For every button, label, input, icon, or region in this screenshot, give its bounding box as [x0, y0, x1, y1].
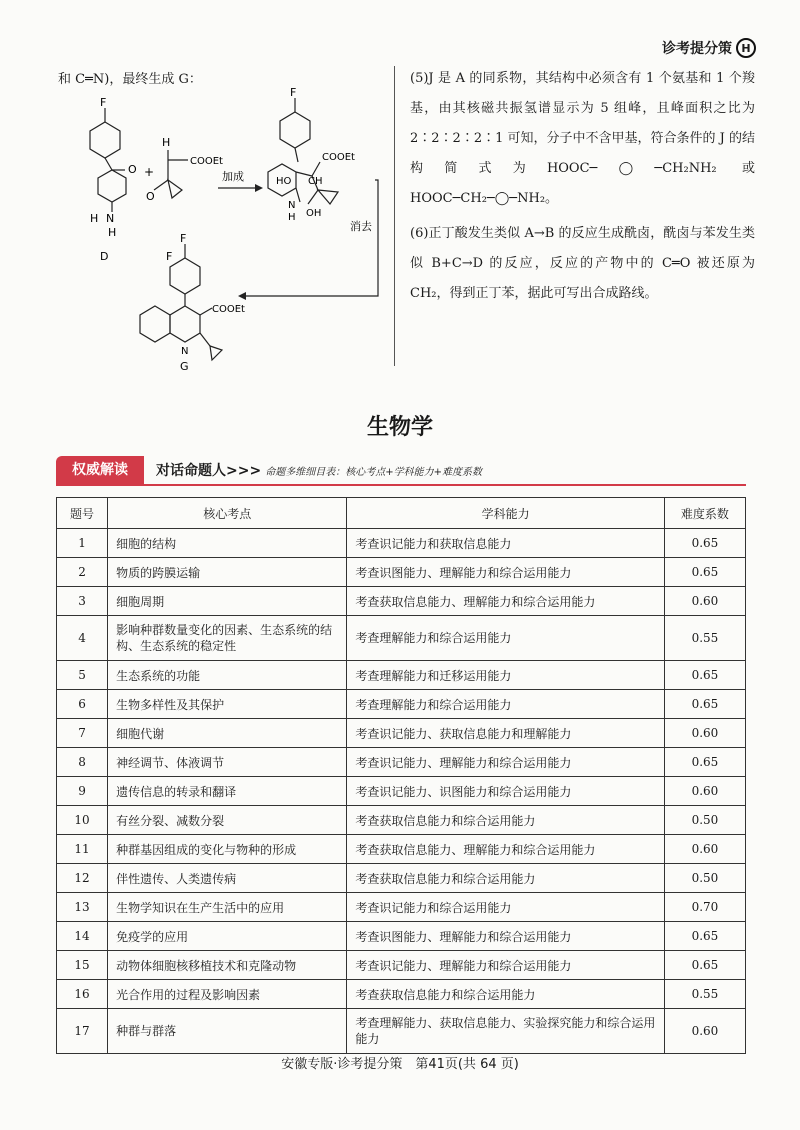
- label-F-intermediate: F: [290, 86, 297, 99]
- arrow-head-icon: [255, 184, 263, 192]
- cell-ability: 考查获取信息能力和综合运用能力: [347, 980, 664, 1009]
- label-H-bottom: H: [108, 226, 117, 239]
- G-benzo-ring: [140, 306, 170, 342]
- label-arrow-add: 加成: [222, 170, 244, 183]
- cell-coef: 0.60: [664, 1009, 745, 1054]
- cell-point: 种群与群落: [108, 1009, 347, 1054]
- cell-point: 神经调节、体液调节: [108, 748, 347, 777]
- table-row: [57, 616, 746, 661]
- table-row: [57, 951, 746, 980]
- table-row: [57, 529, 746, 558]
- table-row: [57, 980, 746, 1009]
- cell-coef: 0.50: [664, 864, 745, 893]
- intermediate-fluorophenyl: [280, 112, 310, 148]
- cell-no: 2: [57, 558, 108, 587]
- banner-tag: 权威解读: [56, 456, 144, 484]
- banner-sub: 命题多维细目表：核心考点+学科能力+难度系数: [265, 466, 482, 478]
- cell-ability: 考查获取信息能力和综合运用能力: [347, 806, 664, 835]
- cell-no: 11: [57, 835, 108, 864]
- cell-coef: 0.60: [664, 835, 745, 864]
- label-carbonyl-O: O: [128, 163, 137, 176]
- cell-coef: 0.65: [664, 529, 745, 558]
- cell-point: 动物体细胞核移植技术和克隆动物: [108, 951, 347, 980]
- table-row: [57, 719, 746, 748]
- cell-no: 4: [57, 616, 108, 661]
- table-row: [57, 777, 746, 806]
- cell-ability: 考查获取信息能力、理解能力和综合运用能力: [347, 587, 664, 616]
- cell-point: 物质的跨膜运输: [108, 558, 347, 587]
- cell-coef: 0.65: [664, 922, 745, 951]
- cell-point: 影响种群数量变化的因素、生态系统的结构、生态系统的稳定性: [108, 616, 347, 661]
- cell-coef: 0.65: [664, 558, 745, 587]
- cell-no: 6: [57, 690, 108, 719]
- table-row: [57, 864, 746, 893]
- cell-no: 8: [57, 748, 108, 777]
- col-header-coef: 难度系数: [664, 498, 745, 529]
- chem-fragment-text: 和 C═N)，最终生成 G：: [58, 72, 202, 87]
- cell-no: 7: [57, 719, 108, 748]
- label-F-compound: F: [166, 250, 173, 263]
- cell-point: 生物多样性及其保护: [108, 690, 347, 719]
- col-header-ability: 学科能力: [347, 498, 664, 529]
- cell-no: 9: [57, 777, 108, 806]
- col-header-point: 核心考点: [108, 498, 347, 529]
- cell-coef: 0.60: [664, 719, 745, 748]
- answer-part-5: (5)J 是 A 的同系物，其结构中必须含有 1 个氨基和 1 个羧基，由其核磁共振氢谱显示为 5 组峰，且峰面积之比为 2∶2∶2∶2∶1 可知，分子中不含甲基，符合条件的 J 的结构简式为HOOC─◯─CH₂NH₂ 或 HOOC─CH₂─◯─NH₂。: [410, 71, 755, 206]
- cell-coef: 0.65: [664, 748, 745, 777]
- cell-coef: 0.55: [664, 616, 745, 661]
- header-brand: [662, 38, 756, 58]
- label-N-intermediate: N: [288, 200, 296, 211]
- cell-ability: 考查理解能力、获取信息能力、实验探究能力和综合运用能力: [347, 1009, 664, 1054]
- cell-no: 14: [57, 922, 108, 951]
- cell-no: 16: [57, 980, 108, 1009]
- cell-point: 伴性遗传、人类遗传病: [108, 864, 347, 893]
- aniline-ring: [98, 170, 126, 202]
- table-row: [57, 893, 746, 922]
- table-row: [57, 587, 746, 616]
- cell-ability: 考查识记能力、获取信息能力和理解能力: [347, 719, 664, 748]
- cell-coef: 0.65: [664, 661, 745, 690]
- cell-coef: 0.60: [664, 587, 745, 616]
- cell-ability: 考查获取信息能力和综合运用能力: [347, 864, 664, 893]
- label-COOEt-G: COOEt: [212, 304, 245, 315]
- cell-ability: 考查识记能力和获取信息能力: [347, 529, 664, 558]
- table-header-row: [57, 498, 746, 529]
- brand-text: 诊考提分策: [662, 41, 732, 57]
- cell-point: 生态系统的功能: [108, 661, 347, 690]
- cell-coef: 0.70: [664, 893, 745, 922]
- cell-point: 种群基因组成的变化与物种的形成: [108, 835, 347, 864]
- reaction-scheme: [50, 80, 390, 370]
- cell-point: 免疫学的应用: [108, 922, 347, 951]
- cell-point: 细胞周期: [108, 587, 347, 616]
- cell-coef: 0.60: [664, 777, 745, 806]
- table-row: [57, 806, 746, 835]
- elimination-arrow-head-icon: [238, 292, 246, 300]
- cell-ability: 考查获取信息能力、理解能力和综合运用能力: [347, 835, 664, 864]
- cell-point: 生物学知识在生产生活中的应用: [108, 893, 347, 922]
- label-D: D: [100, 250, 109, 263]
- cell-ability: 考查识记能力和综合运用能力: [347, 893, 664, 922]
- label-G: G: [180, 360, 189, 370]
- cell-ability: 考查识记能力、识图能力和综合运用能力: [347, 777, 664, 806]
- cell-no: 15: [57, 951, 108, 980]
- page-footer: 安徽专版·诊考提分策 第41页(共 64 页): [281, 1057, 519, 1072]
- cell-ability: 考查理解能力和迁移运用能力: [347, 661, 664, 690]
- col-header-no: 题号: [57, 498, 108, 529]
- cell-point: 有丝分裂、减数分裂: [108, 806, 347, 835]
- table-row: [57, 922, 746, 951]
- answer-part-6: (6)正丁酸发生类似 A→B 的反应生成酰卤，酰卤与苯发生类似 B+C→D 的反应，反应的产物中的 C═O 被还原为 CH₂，得到正丁苯，据此可写出合成路线。: [410, 226, 755, 301]
- cell-point: 细胞的结构: [108, 529, 347, 558]
- cell-ability: 考查识记能力、理解能力和综合运用能力: [347, 951, 664, 980]
- label-N: N: [106, 212, 115, 225]
- cell-no: 13: [57, 893, 108, 922]
- column-divider: [394, 66, 395, 366]
- cell-ability: 考查识图能力、理解能力和综合运用能力: [347, 922, 664, 951]
- molecule-intermediate: [268, 98, 338, 204]
- label-COOEt: COOEt: [190, 156, 223, 167]
- cell-ability: 考查识记能力、理解能力和综合运用能力: [347, 748, 664, 777]
- cell-ability: 考查理解能力和综合运用能力: [347, 616, 664, 661]
- table-row: [57, 661, 746, 690]
- authority-banner: [56, 456, 746, 486]
- label-H-intermediate: H: [288, 212, 296, 223]
- cell-point: 细胞代谢: [108, 719, 347, 748]
- label-F-G: F: [180, 232, 187, 245]
- cell-no: 3: [57, 587, 108, 616]
- section-title: 生物学: [366, 415, 433, 440]
- table-row: [57, 1009, 746, 1054]
- G-fluorophenyl: [170, 258, 200, 294]
- table-row: [57, 835, 746, 864]
- banner-main: 对话命题人>>>: [156, 463, 262, 479]
- cell-no: 17: [57, 1009, 108, 1054]
- cell-no: 10: [57, 806, 108, 835]
- cell-coef: 0.65: [664, 951, 745, 980]
- spec-table: [56, 497, 746, 1054]
- table-row: [57, 690, 746, 719]
- molecule-F: [154, 150, 188, 198]
- fluorophenyl-ring: [90, 122, 120, 158]
- cell-no: 12: [57, 864, 108, 893]
- label-O: O: [146, 190, 155, 203]
- label-elim: 消去: [350, 220, 372, 233]
- label-CH: CH: [308, 176, 323, 187]
- cell-ability: 考查理解能力和综合运用能力: [347, 690, 664, 719]
- label-plus: +: [144, 165, 155, 179]
- cell-point: 遗传信息的转录和翻译: [108, 777, 347, 806]
- label-OH: OH: [306, 208, 322, 219]
- molecule-D: [90, 108, 126, 212]
- label-COOEt-intermediate: COOEt: [322, 152, 355, 163]
- cell-no: 5: [57, 661, 108, 690]
- label-H-plus: H: [162, 136, 171, 149]
- cell-coef: 0.55: [664, 980, 745, 1009]
- table-row: [57, 748, 746, 777]
- label-H-left: H: [90, 212, 99, 225]
- label-HO: HO: [276, 176, 292, 187]
- cell-coef: 0.50: [664, 806, 745, 835]
- G-pyridine-ring: [170, 306, 200, 342]
- label-F-top: F: [100, 96, 107, 109]
- brand-logo-icon: H: [736, 38, 756, 58]
- molecule-G: [140, 244, 222, 360]
- cell-no: 1: [57, 529, 108, 558]
- table-row: [57, 558, 746, 587]
- cell-ability: 考查识图能力、理解能力和综合运用能力: [347, 558, 664, 587]
- cell-point: 光合作用的过程及影响因素: [108, 980, 347, 1009]
- label-N-G: N: [181, 346, 189, 357]
- cell-coef: 0.65: [664, 690, 745, 719]
